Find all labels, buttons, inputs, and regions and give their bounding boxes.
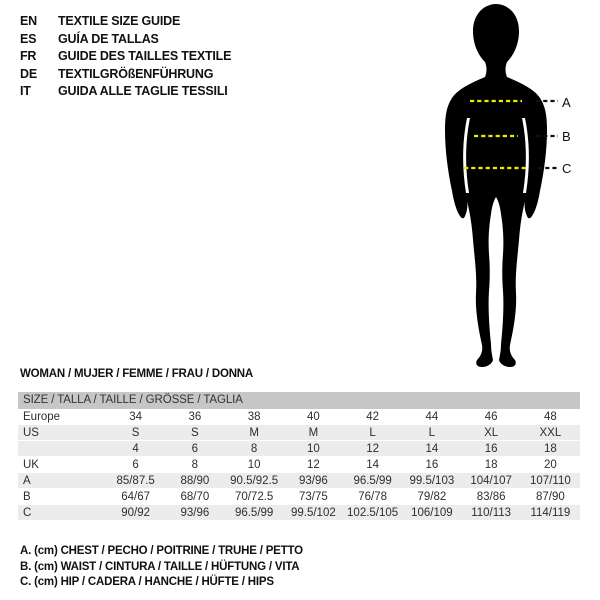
size-cell: 48: [543, 411, 557, 423]
size-cell: 14: [366, 459, 380, 471]
size-cell: 93/96: [298, 475, 328, 487]
measure-label-c: C: [562, 161, 572, 176]
size-cell: 99.5/103: [409, 475, 455, 487]
lang-code: FR: [20, 49, 37, 63]
size-cell: 68/70: [180, 491, 210, 503]
size-cell: 18: [484, 459, 498, 471]
size-cell: 83/86: [476, 491, 506, 503]
size-cell: 70/72.5: [234, 491, 274, 503]
size-cell: 110/113: [471, 507, 512, 519]
size-cell: 16: [425, 459, 439, 471]
lang-code: ES: [20, 31, 37, 46]
size-cell: 104/107: [470, 475, 512, 487]
lang-code: IT: [20, 84, 31, 98]
size-cell: 38: [247, 411, 261, 423]
lang-title: TEXTILGRÖßENFÜHRUNG: [58, 66, 214, 81]
size-cell: 76/78: [358, 491, 388, 503]
row-label: C: [23, 507, 32, 519]
size-cell: 36: [188, 411, 202, 423]
size-table-row: [18, 425, 580, 441]
size-cell: 107/110: [530, 475, 571, 487]
size-cell: 73/75: [298, 491, 328, 503]
size-table-row: [18, 473, 580, 489]
size-cell: 64/67: [121, 491, 151, 503]
measurement-figure: [420, 0, 600, 378]
lang-row-de: [20, 66, 231, 84]
row-label: UK: [23, 459, 39, 471]
row-label: B: [23, 491, 31, 503]
size-cell: M: [308, 427, 319, 439]
size-cell: 34: [129, 411, 143, 423]
size-cell: 4: [132, 443, 139, 455]
size-cell: 87/90: [535, 491, 565, 503]
size-table-row: [18, 457, 580, 473]
legend-waist: B. (cm) WAIST / CINTURA / TAILLE / HÜFTUNG / VITA: [20, 560, 300, 573]
lang-title: TEXTILE SIZE GUIDE: [58, 14, 181, 28]
size-table-row: [18, 505, 580, 521]
size-cell: 8: [191, 459, 199, 471]
size-cell: 6: [191, 443, 199, 455]
lang-row-it: [20, 83, 231, 101]
size-table-row: [18, 441, 580, 457]
size-cell: L: [369, 427, 376, 439]
measure-label-a: A: [562, 94, 571, 110]
language-guide: [20, 13, 231, 101]
size-table-header: SIZE / TALLA / TAILLE / GRÖSSE / TAGLIA: [18, 392, 580, 409]
section-title-woman: WOMAN / MUJER / FEMME / FRAU / DONNA: [20, 368, 254, 380]
size-cell: 12: [366, 443, 380, 455]
size-cell: 114/119: [530, 507, 571, 519]
row-label: A: [23, 475, 31, 487]
size-cell: 96.5/99: [353, 475, 392, 487]
size-cell: 102.5/105: [347, 507, 399, 519]
size-cell: 90/92: [121, 507, 151, 519]
lang-row-es: [20, 31, 231, 49]
size-cell: 85/87.5: [116, 475, 155, 487]
size-cell: 6: [132, 459, 139, 471]
size-cell: 93/96: [180, 507, 210, 519]
size-table: [18, 392, 580, 521]
size-cell: 40: [306, 411, 320, 423]
woman-silhouette: [445, 4, 547, 367]
measurement-legend: [20, 544, 303, 591]
size-cell: 106/109: [411, 507, 453, 519]
size-cell: 88/90: [180, 475, 210, 487]
lang-title: GUIDA ALLE TAGLIE TESSILI: [58, 84, 228, 98]
lang-code: DE: [20, 66, 37, 81]
size-cell: 46: [484, 411, 498, 423]
lang-row-en: [20, 13, 231, 31]
size-cell: 90.5/92.5: [230, 475, 279, 487]
measure-label-b: B: [562, 129, 571, 144]
row-label: US: [23, 427, 39, 439]
size-cell: 44: [425, 411, 439, 423]
size-cell: 18: [543, 443, 557, 455]
size-cell: 8: [250, 443, 258, 455]
size-cell: 96.5/99: [234, 507, 274, 519]
lang-row-fr: [20, 48, 231, 66]
row-label: Europe: [23, 411, 61, 423]
size-cell: XL: [484, 427, 499, 439]
size-cell: 42: [366, 411, 380, 423]
row-label: [18, 441, 106, 457]
size-cell: XXL: [539, 427, 562, 439]
size-cell: M: [249, 427, 259, 439]
size-table-row: [18, 409, 580, 425]
size-cell: 14: [425, 443, 439, 455]
size-table-row: [18, 489, 580, 505]
size-cell: S: [131, 427, 140, 439]
size-cell: S: [191, 427, 199, 439]
size-table-body: [18, 409, 580, 521]
lang-code: EN: [20, 14, 37, 28]
size-cell: 99.5/102: [290, 507, 336, 519]
size-cell: 79/82: [417, 491, 447, 503]
size-cell: 10: [306, 443, 320, 455]
woman-silhouette-svg: [420, 0, 600, 378]
legend-hip: C. (cm) HIP / CADERA / HANCHE / HÜFTE / HIPS: [20, 576, 274, 589]
legend-chest: A. (cm) CHEST / PECHO / POITRINE / TRUHE / PETTO: [20, 545, 303, 557]
size-cell: 10: [247, 459, 261, 471]
size-cell: 16: [484, 443, 498, 455]
size-cell: 12: [306, 459, 320, 471]
lang-title: GUIDE DES TAILLES TEXTILE: [58, 49, 232, 63]
size-cell: 20: [543, 459, 557, 471]
lang-title: GUÍA DE TALLAS: [58, 31, 159, 46]
size-cell: L: [428, 427, 436, 439]
